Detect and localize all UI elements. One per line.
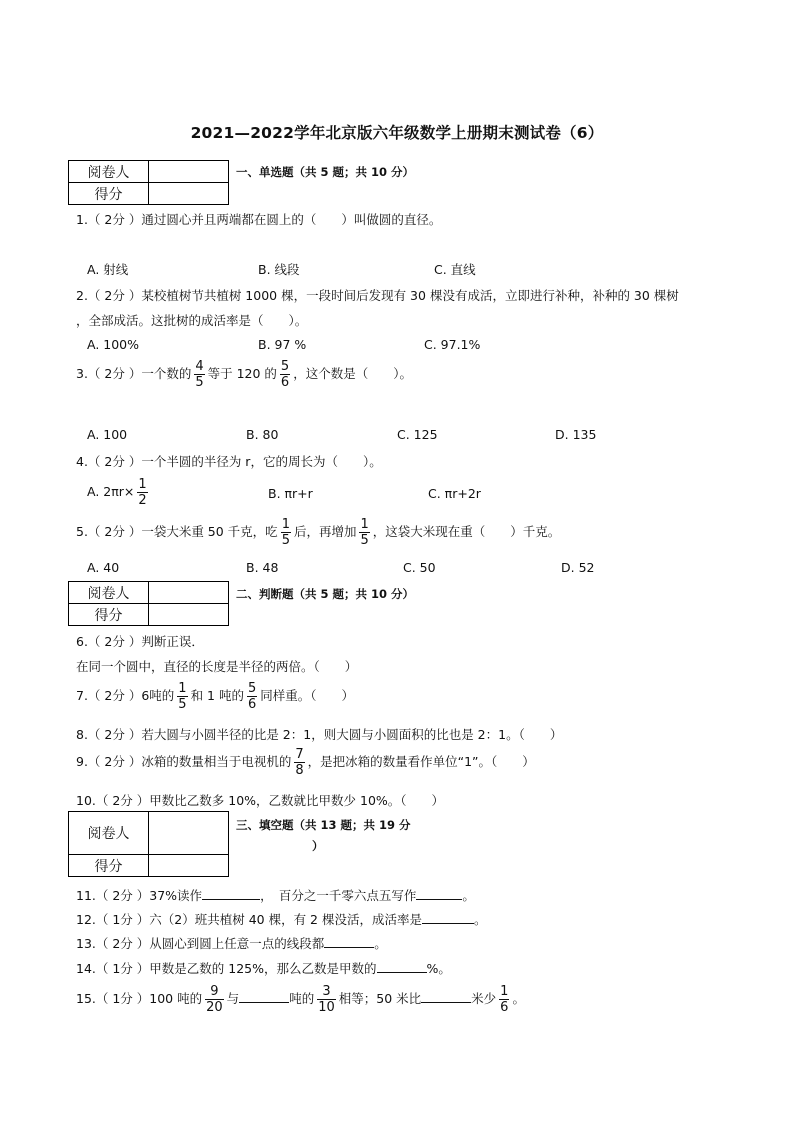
q3-option-d[interactable]: D. 135 — [555, 427, 597, 442]
q5-text-post: ，这袋大米现在重（ ）千克。 — [372, 524, 561, 539]
reviewer-label: 阅卷人 — [69, 161, 149, 183]
score-label: 得分 — [69, 855, 149, 877]
score-cell[interactable] — [149, 855, 229, 877]
q4-option-b[interactable]: B. πr+r — [268, 486, 313, 501]
question-13 — [76, 934, 387, 952]
q5-option-d[interactable]: D. 52 — [561, 560, 595, 575]
q3-text-pre: 3.（ 2分 ）一个数的 — [76, 366, 192, 381]
question-3 — [76, 360, 412, 389]
score-label: 得分 — [69, 183, 149, 205]
q3-fraction-2-denominator: 6 — [280, 375, 290, 390]
q7-fraction-1-numerator: 1 — [178, 681, 187, 696]
q2-option-c[interactable]: C. 97.1% — [424, 337, 481, 352]
q7-fraction-1 — [177, 682, 187, 711]
q15-fraction-2 — [317, 985, 336, 1014]
question-12 — [76, 910, 487, 928]
q3-option-c[interactable]: C. 125 — [397, 427, 438, 442]
reviewer-cell[interactable] — [149, 812, 229, 855]
q5-fraction-2-numerator: 1 — [360, 517, 369, 532]
q3-option-a[interactable]: A. 100 — [87, 427, 128, 442]
q11-answer-blank-2[interactable] — [416, 887, 462, 900]
q5-fraction-2 — [359, 518, 369, 547]
q15-answer-blank-2[interactable] — [421, 990, 471, 1003]
score-box-1 — [68, 160, 229, 205]
q4-option-a-text: A. 2πr× — [87, 484, 135, 499]
score-cell[interactable] — [149, 604, 229, 626]
q5-fraction-2-denominator: 5 — [360, 533, 369, 548]
q2-option-a[interactable]: A. 100% — [87, 337, 140, 352]
q4-option-a[interactable] — [87, 478, 151, 507]
question-6-line-1: 6.（ 2分 ）判断正误． — [76, 634, 204, 649]
q5-text-pre: 5.（ 2分 ）一袋大米重 50 千克，吃 — [76, 524, 278, 539]
q11-answer-blank-1[interactable] — [202, 887, 260, 900]
question-8: 8.（ 2分 ）若大圆与小圆半径的比是 2：1，则大圆与小圆面积的比也是 2：1。（ ） — [76, 727, 563, 742]
q5-text-mid: 后，再增加 — [293, 524, 357, 539]
q15-text-mid-3: 相等；50 米比 — [338, 991, 422, 1006]
question-14 — [76, 959, 451, 977]
q4-option-a-numerator: 1 — [138, 477, 147, 492]
score-box-3 — [68, 811, 229, 877]
q7-fraction-2-denominator: 6 — [247, 697, 257, 712]
section-title-fill-blank: 三、填空题（共 13 题；共 19 分 — [236, 818, 411, 832]
reviewer-label: 阅卷人 — [69, 582, 149, 604]
q1-option-b[interactable]: B. 线段 — [258, 262, 300, 277]
q9-fraction — [294, 748, 304, 777]
q15-fraction-2-denominator: 10 — [318, 1000, 335, 1015]
q3-option-b[interactable]: B. 80 — [246, 427, 279, 442]
q3-fraction-2 — [280, 360, 290, 389]
q15-text-pre: 15.（ 1分 ）100 吨的 — [76, 991, 203, 1006]
q15-fraction-2-numerator: 3 — [317, 985, 336, 1000]
q3-text-post: ，这个数是（ ）。 — [293, 366, 412, 381]
q9-text-pre: 9.（ 2分 ）冰箱的数量相当于电视机的 — [76, 754, 292, 769]
q15-text-mid-4: 米少 — [471, 991, 497, 1006]
q14-text-pre: 14.（ 1分 ）甲数是乙数的 125%，那么乙数是甲数的 — [76, 961, 377, 976]
q13-text-pre: 13.（ 2分 ）从圆心到圆上任意一点的线段都 — [76, 936, 325, 951]
reviewer-cell[interactable] — [149, 582, 229, 604]
question-15 — [76, 985, 525, 1014]
question-9 — [76, 748, 535, 777]
q12-text-pre: 12.（ 1分 ）六（2）班共植树 40 棵，有 2 棵没活，成活率是 — [76, 912, 422, 927]
q5-fraction-1-denominator: 5 — [281, 533, 290, 548]
section-title-single-choice: 一、单选题（共 5 题；共 10 分） — [236, 165, 415, 179]
question-4: 4.（ 2分 ）一个半圆的半径为 r，它的周长为（ ）。 — [76, 454, 382, 469]
q7-fraction-2-numerator: 5 — [247, 681, 257, 696]
q14-answer-blank[interactable] — [377, 960, 427, 973]
q3-fraction-1 — [194, 360, 204, 389]
q3-fraction-2-numerator: 5 — [280, 359, 290, 374]
q1-option-a[interactable]: A. 射线 — [87, 262, 129, 277]
q3-fraction-1-numerator: 4 — [195, 359, 204, 374]
q2-option-b[interactable]: B. 97 % — [258, 337, 307, 352]
q4-option-c[interactable]: C. πr+2r — [428, 486, 481, 501]
section-title-true-false: 二、判断题（共 5 题；共 10 分） — [236, 587, 415, 601]
question-7 — [76, 682, 354, 711]
q9-fraction-numerator: 7 — [295, 747, 304, 762]
q11-text-post: 。 — [462, 888, 475, 903]
q15-fraction-1-numerator: 9 — [205, 985, 224, 1000]
q4-option-a-denominator: 2 — [138, 493, 147, 508]
question-11 — [76, 886, 475, 904]
q13-text-post: 。 — [374, 936, 387, 951]
q5-option-c[interactable]: C. 50 — [403, 560, 436, 575]
q7-text-pre: 7.（ 2分 ）6吨的 — [76, 688, 175, 703]
q12-answer-blank[interactable] — [422, 911, 474, 924]
q3-text-mid: 等于 120 的 — [207, 366, 277, 381]
q5-option-a[interactable]: A. 40 — [87, 560, 120, 575]
q5-option-b[interactable]: B. 48 — [246, 560, 279, 575]
q7-fraction-2 — [247, 682, 257, 711]
q7-text-post: 同样重。（ ） — [260, 688, 355, 703]
question-6-line-2: 在同一个圆中，直径的长度是半径的两倍。（ ） — [76, 659, 358, 674]
page-title: 2021—2022学年北京版六年级数学上册期末测试卷（6） — [190, 124, 604, 142]
q15-answer-blank-1[interactable] — [239, 990, 289, 1003]
q15-fraction-1 — [205, 985, 224, 1014]
section-title-fill-blank-end: ） — [312, 839, 324, 853]
q15-text-mid-1: 与 — [226, 991, 240, 1006]
q15-text-mid-2: 吨的 — [289, 991, 315, 1006]
question-5 — [76, 518, 560, 547]
q13-answer-blank[interactable] — [324, 935, 374, 948]
q15-fraction-3-denominator: 6 — [500, 1000, 509, 1015]
reviewer-label: 阅卷人 — [69, 812, 149, 855]
q15-fraction-1-denominator: 20 — [206, 1000, 223, 1015]
q5-fraction-1 — [281, 518, 291, 547]
q3-fraction-1-denominator: 5 — [195, 375, 204, 390]
question-2-line-1: 2.（ 2分 ）某校植树节共植树 1000 棵，一段时间后发现有 30 棵没有成活，立即进行补种，补种的 30 棵树 — [76, 288, 679, 303]
question-10: 10.（ 2分 ）甲数比乙数多 10%，乙数就比甲数少 10%。（ ） — [76, 793, 445, 808]
q11-text-mid: ， 百分之一千零六点五写作 — [260, 888, 417, 903]
score-cell[interactable] — [149, 183, 229, 205]
q1-option-c[interactable]: C. 直线 — [434, 262, 476, 277]
question-1: 1.（ 2分 ）通过圆心并且两端都在圆上的（ ）叫做圆的直径。 — [76, 212, 442, 227]
q7-text-mid: 和 1 吨的 — [190, 688, 244, 703]
q15-text-post: 。 — [512, 991, 525, 1006]
q15-fraction-3-numerator: 1 — [500, 984, 509, 999]
score-box-2 — [68, 581, 229, 626]
q4-option-a-fraction — [137, 478, 147, 507]
reviewer-cell[interactable] — [149, 161, 229, 183]
q7-fraction-1-denominator: 5 — [178, 697, 187, 712]
q11-text-pre: 11.（ 2分 ）37%读作 — [76, 888, 203, 903]
q9-fraction-denominator: 8 — [295, 763, 304, 778]
q5-fraction-1-numerator: 1 — [281, 517, 290, 532]
question-2-line-2: ，全部成活。这批树的成活率是（ ）。 — [76, 313, 308, 328]
score-label: 得分 — [69, 604, 149, 626]
q14-text-post: %。 — [426, 961, 451, 976]
q15-fraction-3 — [499, 985, 509, 1014]
q12-text-post: 。 — [474, 912, 487, 927]
q9-text-post: ，是把冰箱的数量看作单位“1”。（ ） — [307, 754, 535, 769]
